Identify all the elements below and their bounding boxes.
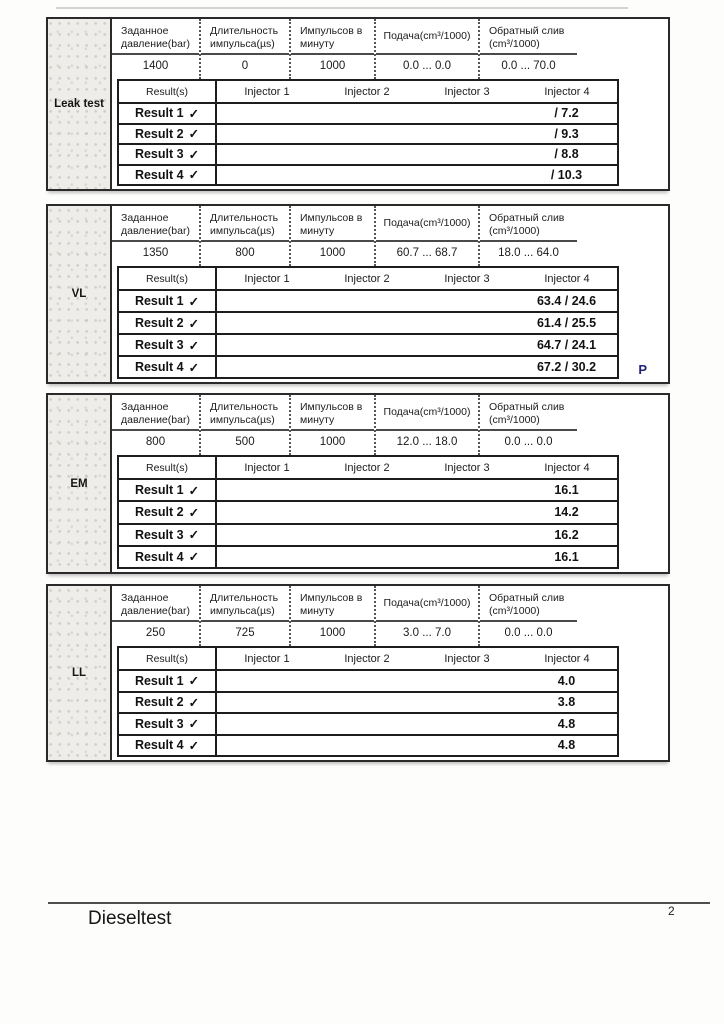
param-col-backflow [478,586,577,646]
parameters-table [112,206,666,266]
param-header-backflow [480,19,577,55]
param-header-line: Обратный слив [489,592,565,604]
param-value-pulses-per-minute: 1000 [319,60,346,72]
injector4-value: 63.4 / 24.6 [536,294,597,308]
injector4-value: 16.1 [554,549,579,564]
param-header-set-pressure [112,19,199,55]
result-values-cell [217,547,617,567]
param-col-pulses-per-minute [289,19,374,79]
param-header-set-pressure [112,206,199,242]
result-row [119,164,617,185]
injector4-value: 3.8 [557,695,576,710]
param-col-spacer [577,206,666,266]
param-value-set-pressure: 1350 [142,247,169,259]
injector1-header: Injector 1 [244,652,290,665]
result-row [119,143,617,164]
injector3-header: Injector 3 [444,85,490,98]
param-header-line: Заданное [121,592,169,604]
param-col-spacer [577,586,666,646]
section-label: LL [71,667,87,679]
check-mark-icon: ✓ [188,717,200,732]
injector4-header: Injector 4 [544,461,590,474]
results-header-row [119,268,617,289]
results-header-row [119,81,617,102]
result-name-cell [119,291,217,311]
param-col-pulse-duration [199,395,289,455]
injector4-value: 61.4 / 25.5 [536,316,597,330]
injector4-value: / 7.2 [554,106,579,121]
param-header-line: Длительность [210,592,279,604]
result-name-cell [119,547,217,567]
param-header-set-pressure [112,586,199,622]
test-section-vl [46,204,670,384]
result-values-cell [217,502,617,522]
result-name: Result 3 [134,147,184,162]
param-col-set-pressure [112,206,199,266]
result-values-cell [217,125,617,144]
section-label-cell [48,19,112,189]
param-header-line: (cm³/1000) [489,605,540,617]
check-mark-icon: ✓ [188,550,200,565]
param-header-line: импульса(µs) [210,38,275,50]
check-mark-icon: ✓ [188,147,200,162]
result-name: Result 1 [134,673,184,688]
section-label: VL [71,288,87,300]
check-mark-icon: ✓ [188,106,200,121]
results-header-row [119,457,617,478]
result-row [119,333,617,355]
result-name-cell [119,671,217,691]
result-row [119,500,617,522]
param-header-backflow [480,586,577,622]
param-header-delivery: Подача(cm³/1000) [376,586,478,622]
param-header-pulse-duration [201,19,289,55]
param-value-set-pressure: 800 [145,436,166,448]
result-name: Result 2 [134,695,184,710]
param-value-backflow: 0.0 ... 70.0 [501,60,556,72]
param-header-line: (cm³/1000) [489,38,540,50]
section-label-cell [48,586,112,760]
result-values-cell [217,693,617,713]
injector4-value: / 8.8 [554,147,579,162]
check-mark-icon: ✓ [188,168,200,183]
param-value-pulse-duration: 725 [235,627,255,639]
check-mark-icon: ✓ [188,505,200,520]
result-name-cell [119,166,217,185]
param-spacer [577,395,666,431]
result-row [119,545,617,567]
param-value-pulses-per-minute: 1000 [319,247,346,259]
injector3-header: Injector 3 [444,461,490,474]
injector4-value: 4.0 [557,673,576,688]
result-name-cell [119,357,217,377]
param-header-line: импульса(µs) [210,225,275,237]
param-header-line: Заданное [121,212,169,224]
result-name-cell [119,480,217,500]
param-header-line: Импульсов в [300,401,363,413]
test-section-em [46,393,670,574]
param-value-delivery: 0.0 ... 0.0 [403,60,451,72]
test-section-leak-test [46,17,670,191]
check-mark-icon: ✓ [188,695,200,710]
result-name: Result 3 [134,338,184,352]
result-name-cell [119,714,217,734]
check-mark-icon: ✓ [188,528,200,543]
param-header-pulses-per-minute [291,206,374,242]
check-mark-icon: ✓ [188,316,200,331]
param-col-pulse-duration [199,19,289,79]
param-header-line: давление(bar) [121,605,190,617]
param-header-line: Обратный слив [489,25,565,37]
param-header-pulse-duration [201,206,289,242]
param-col-spacer [577,395,666,455]
result-name-cell [119,736,217,756]
result-values-cell [217,671,617,691]
result-values-cell [217,357,617,377]
injector4-value: / 9.3 [554,126,579,141]
result-values-cell [217,714,617,734]
param-col-delivery [374,586,478,646]
injector4-header: Injector 4 [544,652,590,665]
param-col-pulses-per-minute [289,206,374,266]
param-value-set-pressure: 250 [145,627,166,639]
result-name: Result 2 [134,505,184,520]
param-header-line: Обратный слив [489,401,565,413]
param-header-line: Импульсов в [300,25,363,37]
check-mark-icon: ✓ [188,738,200,753]
param-col-spacer [577,19,666,79]
result-name-cell [119,104,217,123]
injector4-value: 4.8 [557,716,576,731]
param-value-delivery: 60.7 ... 68.7 [396,247,458,259]
param-header-line: Импульсов в [300,592,363,604]
injector4-value: 4.8 [557,738,576,753]
param-header-line: Длительность [210,25,279,37]
injector4-value: 67.2 / 30.2 [536,360,597,374]
param-col-backflow [478,19,577,79]
param-header-line: Обратный слив [489,212,565,224]
check-mark-icon: ✓ [188,338,200,353]
param-col-pulse-duration [199,206,289,266]
param-col-set-pressure [112,586,199,646]
results-header-cell: Result(s) [119,648,217,669]
result-name: Result 3 [134,527,184,542]
param-header-line: Импульсов в [300,212,363,224]
injector2-header: Injector 2 [344,652,390,665]
param-col-set-pressure [112,395,199,455]
result-values-cell [217,291,617,311]
param-value-pulse-duration: 800 [235,247,255,259]
injector4-value: / 10.3 [550,167,583,182]
param-header-pulses-per-minute [291,395,374,431]
result-name: Result 4 [134,167,184,182]
injector2-header: Injector 2 [344,85,390,98]
param-header-line: Длительность [210,401,279,413]
result-values-cell [217,736,617,756]
result-row [119,691,617,713]
result-values-cell [217,335,617,355]
param-header-pulses-per-minute [291,586,374,622]
result-values-cell [217,525,617,545]
injector3-header: Injector 3 [444,652,490,665]
param-header-line: давление(bar) [121,414,190,426]
page-number: 2 [668,904,675,918]
injector3-header: Injector 3 [444,272,490,285]
param-header-line: минуту [300,225,335,237]
param-header-line: Заданное [121,401,169,413]
injector4-value: 64.7 / 24.1 [536,338,597,352]
param-spacer [577,19,666,55]
param-value-delivery: 12.0 ... 18.0 [396,436,458,448]
param-header-line: импульса(µs) [210,605,275,617]
param-value-pulse-duration: 500 [235,436,255,448]
param-col-delivery [374,206,478,266]
check-mark-icon: ✓ [188,127,200,142]
result-name: Result 1 [134,294,184,308]
result-name: Result 2 [134,126,184,141]
footer-brand: Dieseltest [88,908,172,929]
param-header-line: (cm³/1000) [489,414,540,426]
result-name-cell [119,335,217,355]
param-header-line: (cm³/1000) [489,225,540,237]
scan-artifact-line [56,7,628,9]
result-row [119,478,617,500]
result-values-cell [217,145,617,164]
check-mark-icon: ✓ [188,483,200,498]
injector4-header: Injector 4 [544,272,590,285]
result-row [119,289,617,311]
param-header-delivery: Подача(cm³/1000) [376,395,478,431]
param-col-pulse-duration [199,586,289,646]
param-spacer [577,206,666,242]
param-col-backflow [478,395,577,455]
section-label-cell [48,395,112,572]
results-table [117,646,619,757]
param-col-backflow [478,206,577,266]
result-values-cell [217,166,617,185]
result-name-cell [119,502,217,522]
parameters-table [112,395,666,455]
param-header-line: минуту [300,605,335,617]
param-value-pulse-duration: 0 [241,60,249,72]
injector1-header: Injector 1 [244,85,290,98]
param-header-line: Заданное [121,25,169,37]
param-header-delivery: Подача(cm³/1000) [376,206,478,242]
param-header-line: импульса(µs) [210,414,275,426]
param-header-line: давление(bar) [121,225,190,237]
injector4-value: 16.2 [554,527,579,542]
result-row [119,712,617,734]
result-name: Result 4 [134,360,184,374]
param-col-delivery [374,395,478,455]
check-mark-icon: ✓ [188,360,200,375]
result-name: Result 4 [134,549,184,564]
param-header-backflow [480,395,577,431]
param-col-pulses-per-minute [289,395,374,455]
section-label-cell [48,206,112,382]
result-row [119,102,617,123]
injector4-header: Injector 4 [544,85,590,98]
param-value-backflow: 0.0 ... 0.0 [504,627,553,639]
result-values-cell [217,480,617,500]
param-spacer [577,586,666,622]
section-label: Leak test [54,98,104,110]
result-name: Result 4 [134,738,184,753]
result-values-cell [217,313,617,333]
param-value-backflow: 18.0 ... 64.0 [498,247,559,259]
param-value-delivery: 3.0 ... 7.0 [403,627,451,639]
result-row [119,734,617,756]
injector4-value: 14.2 [554,505,579,520]
result-name-cell [119,313,217,333]
result-row [119,355,617,377]
result-name-cell [119,693,217,713]
param-header-line: Длительность [210,212,279,224]
injector2-header: Injector 2 [344,461,390,474]
section-label: EM [70,477,88,490]
injector1-header: Injector 1 [244,272,290,285]
param-header-pulse-duration [201,395,289,431]
check-mark-icon: ✓ [188,294,200,309]
injector1-header: Injector 1 [244,461,290,474]
param-header-line: давление(bar) [121,38,190,50]
footer-divider-line [48,902,710,904]
param-header-backflow [480,206,577,242]
parameters-table [112,586,666,646]
param-value-pulses-per-minute: 1000 [319,627,346,639]
param-header-pulse-duration [201,586,289,622]
param-col-delivery [374,19,478,79]
result-name: Result 3 [134,716,184,731]
result-name: Result 1 [134,483,184,498]
result-row [119,523,617,545]
param-header-pulses-per-minute [291,19,374,55]
check-mark-icon: ✓ [188,674,200,689]
param-value-pulses-per-minute: 1000 [319,436,346,448]
param-header-line: минуту [300,414,335,426]
param-value-set-pressure: 1400 [142,60,169,72]
result-name-cell [119,525,217,545]
result-row [119,311,617,333]
result-name: Result 1 [134,106,184,121]
param-value-backflow: 0.0 ... 0.0 [504,436,553,448]
param-header-line: минуту [300,38,335,50]
param-header-delivery: Подача(cm³/1000) [376,19,478,55]
test-section-ll [46,584,670,762]
results-table [117,266,619,379]
injector2-header: Injector 2 [344,272,390,285]
param-header-set-pressure [112,395,199,431]
result-row [119,123,617,144]
results-header-cell: Result(s) [119,268,217,289]
parameters-table [112,19,666,79]
param-col-set-pressure [112,19,199,79]
results-header-cell: Result(s) [119,457,217,478]
handwritten-p-annotation: P [638,362,647,377]
injector4-value: 16.1 [554,483,579,498]
results-header-cell: Result(s) [119,81,217,102]
result-row [119,669,617,691]
results-header-row [119,648,617,669]
result-name-cell [119,125,217,144]
result-name: Result 2 [134,316,184,330]
result-name-cell [119,145,217,164]
result-values-cell [217,104,617,123]
param-col-pulses-per-minute [289,586,374,646]
results-table [117,455,619,569]
results-table [117,79,619,186]
